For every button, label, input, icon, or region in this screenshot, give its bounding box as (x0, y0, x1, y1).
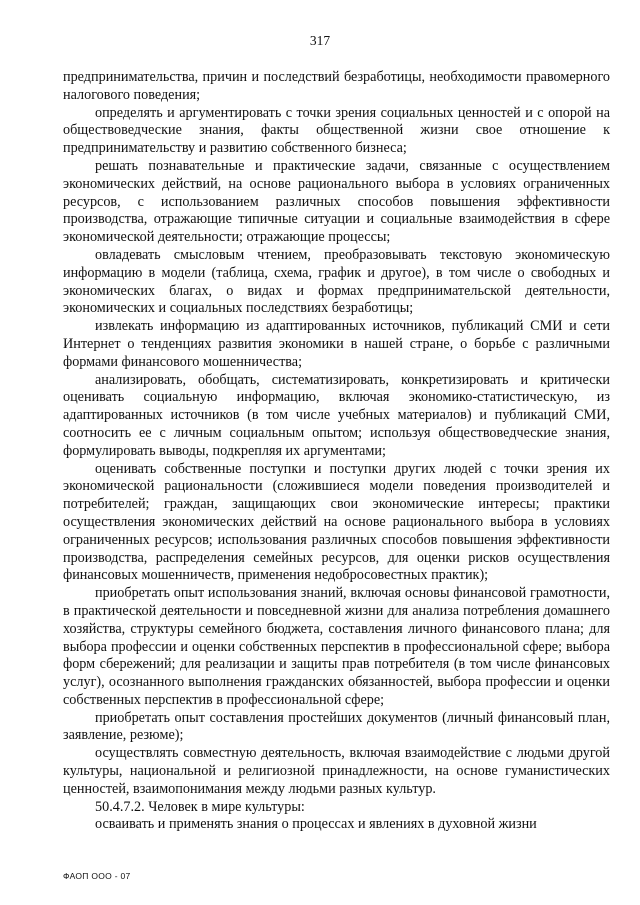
paragraph: определять и аргументировать с точки зрения социальных ценностей и с опорой на обществоведческие знания, факты общественной жизни свое отношение к предпринимательству и развитию собственного бизнеса; (63, 104, 610, 157)
page-number: 317 (309, 33, 331, 48)
paragraph: предпринимательства, причин и последствий безработицы, необходимости правомерного налогового поведения; (63, 69, 610, 103)
paragraph: овладевать смысловым чтением, преобразовывать текстовую экономическую информацию в модели (таблица, схема, график и другое), в том числе о свободных и экономических благах, о видах и формах предпринимательской деятельности, экономических и социальных последствиях безработицы; (63, 246, 610, 317)
paragraph: решать познавательные и практические задачи, связанные с осуществлением экономических действий, на основе рационального выбора в условиях ограниченных ресурсов, с использованием различных способов повышения эффективности производства, отражающие типичные ситуации и социальные взаимодействия в сфере экономической деятельности; отражающие процессы; (63, 157, 610, 246)
paragraph: оценивать собственные поступки и поступки других людей с точки зрения их экономической рациональности (сложившиеся модели поведения производителей и потребителей; граждан, защищающих свои экономические интересы; практики осуществления экономических действий на основе рационального выбора в условиях ограниченных ресурсов; использования различных способов повышения эффективности производства, распределения семейных ресурсов, для оценки рисков осуществления финансовых мошенничеств, применения недобросовестных практик); (63, 460, 610, 584)
footer-code: ФАОП ООО - 07 (63, 871, 131, 881)
paragraph: извлекать информацию из адаптированных источников, публикаций СМИ и сети Интернет о тенденциях развития экономики в нашей стране, о борьбе с различными формами финансового мошенничества; (63, 318, 610, 370)
paragraph: приобретать опыт использования знаний, включая основы финансовой грамотности, в практической деятельности и повседневной жизни для анализа потребления домашнего хозяйства, структуры семейного бюджета, составления личного финансового плана; для выбора профессии и оценки собственных перспектив в профессиональной сфере; выбора форм сбережений; для реализации и защиты прав потребителя (в том числе финансовых услуг), осознанного выполнения гражданских обязанностей, выбора профессии и оценки собственных перспектив в профессиональной сфере; (63, 585, 610, 708)
paragraph: приобретать опыт составления простейших документов (личный финансовый план, заявление, резюме); (63, 709, 610, 744)
section-heading: 50.4.7.2. Человек в мире культуры: (95, 798, 305, 815)
paragraph: осваивать и применять знания о процессах и явлениях в духовной жизни (95, 816, 537, 833)
paragraph: осуществлять совместную деятельность, включая взаимодействие с людьми другой культуры, национальной и религиозной принадлежности, на основе гуманистических ценностей, взаимопонимания между людьми разных культур. (63, 745, 610, 797)
body-text (63, 69, 610, 834)
paragraph: анализировать, обобщать, систематизировать, конкретизировать и критически оценивать социальную информацию, включая экономико-статистическую, из адаптированных источников (в том числе учебных материалов) и публикаций СМИ, соотносить ее с личным социальным опытом; используя обществоведческие знания, формулировать выводы, подкрепляя их аргументами; (63, 371, 610, 459)
